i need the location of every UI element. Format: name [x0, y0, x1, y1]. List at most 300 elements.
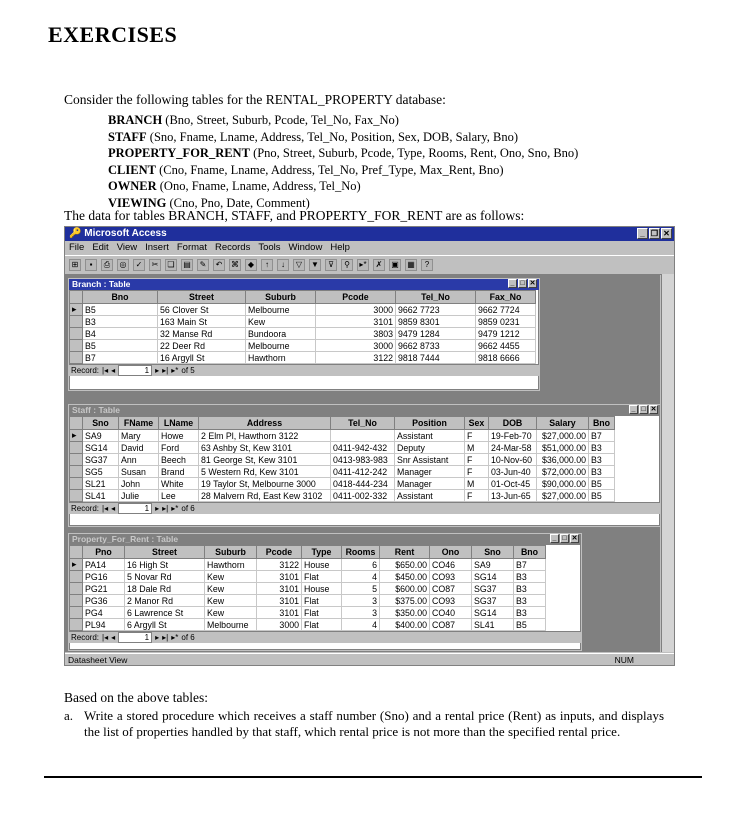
table-cell[interactable]: 63 Ashby St, Kew 3101 [199, 442, 331, 454]
table-cell[interactable]: 9818 6666 [476, 352, 536, 364]
table-cell[interactable]: F [465, 490, 489, 502]
table-cell[interactable]: 13-Jun-65 [489, 490, 537, 502]
table-cell[interactable]: $400.00 [380, 619, 430, 631]
property-col-header[interactable]: Bno [514, 546, 546, 559]
last-record-button[interactable]: ▸| [162, 366, 169, 375]
table-row[interactable] [70, 490, 615, 502]
table-cell[interactable]: 56 Clover St [158, 304, 246, 316]
table-row[interactable] [70, 304, 536, 316]
table-row[interactable] [70, 478, 615, 490]
table-cell[interactable]: 3101 [316, 316, 396, 328]
menu-insert[interactable]: Insert [145, 242, 169, 253]
table-cell[interactable]: 3101 [257, 607, 302, 619]
table-cell[interactable]: CO93 [430, 595, 472, 607]
table-cell[interactable]: B3 [514, 607, 546, 619]
table-cell[interactable]: SL21 [83, 478, 119, 490]
row-selector-header [70, 546, 83, 559]
property-col-header[interactable]: Sno [472, 546, 514, 559]
sort-ascending-icon[interactable]: ↑ [261, 259, 273, 271]
last-record-button[interactable]: ▸| [162, 633, 169, 642]
table-cell[interactable]: Kew [205, 571, 257, 583]
property-close-button[interactable]: ✕ [571, 535, 578, 542]
row-selector[interactable] [70, 478, 83, 490]
table-cell[interactable]: 9859 0231 [476, 316, 536, 328]
table-cell[interactable]: F [465, 454, 489, 466]
table-cell[interactable]: 9662 4455 [476, 340, 536, 352]
table-cell[interactable]: 32 Manse Rd [158, 328, 246, 340]
table-cell[interactable]: $450.00 [380, 571, 430, 583]
table-cell[interactable]: B4 [83, 328, 158, 340]
row-selector[interactable] [70, 442, 83, 454]
schema-client: CLIENT (Cno, Fname, Lname, Address, Tel_No, Pref_Type, Max_Rent, Bno) [108, 162, 504, 177]
row-selector[interactable] [70, 316, 83, 328]
branch-col-header[interactable]: Bno [83, 291, 158, 304]
access-window [64, 226, 675, 666]
table-cell[interactable]: John [119, 478, 159, 490]
table-row[interactable] [70, 442, 615, 454]
table-cell[interactable]: House [302, 559, 342, 571]
property-col-header[interactable]: Ono [430, 546, 472, 559]
table-cell[interactable]: Julie [119, 490, 159, 502]
row-selector-header [70, 417, 83, 430]
table-cell[interactable]: B5 [514, 619, 546, 631]
schema-property: PROPERTY_FOR_RENT (Pno, Street, Suburb, Pcode, Type, Rooms, Rent, Ono, Sno, Bno) [108, 146, 579, 160]
restore-button[interactable]: ❐ [650, 229, 659, 238]
menu-file[interactable]: File [69, 242, 85, 253]
table-cell[interactable]: 3101 [257, 583, 302, 595]
table-cell[interactable]: $51,000.00 [537, 442, 589, 454]
schema-viewing: VIEWING (Cno, Pno, Date, Comment) [108, 195, 310, 210]
prev-record-button[interactable]: ◂ [111, 366, 116, 375]
table-cell[interactable]: 22 Deer Rd [158, 340, 246, 352]
table-cell[interactable]: $650.00 [380, 559, 430, 571]
table-cell[interactable]: PA14 [83, 559, 125, 571]
table-row[interactable] [70, 316, 536, 328]
table-cell[interactable]: CO93 [430, 571, 472, 583]
table-cell[interactable]: 6 Argyll St [125, 619, 205, 631]
first-record-button[interactable]: |◂ [102, 633, 109, 642]
record-label: Record: [71, 504, 100, 513]
staff-col-header[interactable]: DOB [489, 417, 537, 430]
table-cell[interactable]: $72,000.00 [537, 466, 589, 478]
table-cell[interactable]: 0411-002-332 [331, 490, 395, 502]
menubar [65, 241, 674, 255]
table-row[interactable] [70, 466, 615, 478]
find-icon[interactable]: ⚲ [341, 259, 353, 271]
next-record-button[interactable]: ▸ [155, 504, 160, 513]
table-cell[interactable]: Mary [119, 430, 159, 442]
table-cell[interactable]: 18 Dale Rd [125, 583, 205, 595]
table-cell[interactable]: David [119, 442, 159, 454]
table-cell[interactable]: B5 [83, 340, 158, 352]
menu-window[interactable]: Window [288, 242, 323, 253]
table-cell[interactable]: SG14 [83, 442, 119, 454]
spell-icon[interactable]: ✓ [133, 259, 145, 271]
table-cell[interactable]: 81 George St, Kew 3101 [199, 454, 331, 466]
row-selector[interactable]: ▸ [70, 559, 83, 571]
table-cell[interactable]: B7 [514, 559, 546, 571]
row-selector[interactable] [70, 619, 83, 631]
table-cell[interactable]: 16 High St [125, 559, 205, 571]
table-cell[interactable]: PG21 [83, 583, 125, 595]
preview-icon[interactable]: ◎ [117, 259, 129, 271]
table-cell[interactable]: B3 [83, 316, 158, 328]
staff-titlebar [69, 405, 660, 416]
staff-col-header[interactable]: Sex [465, 417, 489, 430]
menu-help[interactable]: Help [330, 242, 350, 253]
table-row[interactable] [70, 595, 546, 607]
table-cell[interactable]: B3 [589, 466, 615, 478]
table-cell[interactable]: 28 Malvern Rd, East Kew 3102 [199, 490, 331, 502]
branch-record-nav [69, 364, 539, 376]
table-cell[interactable]: PG16 [83, 571, 125, 583]
row-selector[interactable] [70, 571, 83, 583]
properties-icon[interactable]: ▣ [389, 259, 401, 271]
table-cell[interactable]: 3 [342, 595, 380, 607]
save-icon[interactable]: ▪ [85, 259, 97, 271]
prev-record-button[interactable]: ◂ [111, 504, 116, 513]
table-cell[interactable]: PL94 [83, 619, 125, 631]
table-cell[interactable]: $600.00 [380, 583, 430, 595]
apply-filter-icon[interactable]: ⊽ [325, 259, 337, 271]
table-cell[interactable]: 0413-983-983 [331, 454, 395, 466]
intro-text: Consider the following tables for the RENTAL_PROPERTY database: [64, 92, 446, 107]
branch-col-header[interactable]: Pcode [316, 291, 396, 304]
table-cell[interactable]: 0418-444-234 [331, 478, 395, 490]
table-cell[interactable]: Hawthorn [205, 559, 257, 571]
table-cell[interactable]: 3000 [257, 619, 302, 631]
table-row[interactable] [70, 619, 546, 631]
table-cell[interactable]: F [465, 466, 489, 478]
status-bar [65, 653, 674, 665]
property-col-header[interactable]: Rent [380, 546, 430, 559]
branch-minimize-button[interactable]: _ [508, 279, 517, 288]
staff-minimize-button[interactable]: _ [629, 405, 638, 414]
staff-col-header[interactable]: Address [199, 417, 331, 430]
table-cell[interactable]: SA9 [83, 430, 119, 442]
last-record-button[interactable]: ▸| [162, 504, 169, 513]
staff-col-header[interactable]: Salary [537, 417, 589, 430]
table-cell[interactable]: Kew [205, 607, 257, 619]
table-cell[interactable]: Kew [246, 316, 316, 328]
new-record-icon[interactable]: ▸* [357, 259, 369, 271]
table-cell[interactable]: B3 [514, 571, 546, 583]
table-cell[interactable]: 3803 [316, 328, 396, 340]
next-record-button[interactable]: ▸ [155, 366, 160, 375]
staff-table [69, 416, 615, 502]
table-cell[interactable]: Howe [159, 430, 199, 442]
property-maximize-button[interactable]: □ [560, 534, 569, 543]
table-cell[interactable]: $375.00 [380, 595, 430, 607]
table-cell[interactable]: $90,000.00 [537, 478, 589, 490]
table-row[interactable] [70, 328, 536, 340]
property-title: Property_For_Rent : Table [72, 534, 179, 544]
row-selector[interactable] [70, 607, 83, 619]
new-record-button[interactable]: ▸* [171, 504, 179, 513]
menu-format[interactable]: Format [176, 242, 207, 253]
table-cell[interactable]: Kew [205, 595, 257, 607]
table-cell[interactable]: Beech [159, 454, 199, 466]
table-cell[interactable]: 9662 8733 [396, 340, 476, 352]
table-cell[interactable]: $350.00 [380, 607, 430, 619]
table-cell[interactable]: Hawthorn [246, 352, 316, 364]
table-row[interactable] [70, 583, 546, 595]
table-cell[interactable]: Bundoora [246, 328, 316, 340]
staff-maximize-button[interactable]: □ [639, 405, 648, 414]
branch-titlebar [69, 279, 539, 290]
hyperlink-icon[interactable]: ⌘ [231, 260, 239, 269]
row-selector[interactable]: ▸ [70, 430, 83, 442]
property-col-header[interactable]: Pno [83, 546, 125, 559]
table-cell[interactable]: SG37 [83, 454, 119, 466]
row-selector[interactable] [70, 466, 83, 478]
staff-title: Staff : Table [72, 405, 121, 415]
task-a-text: Write a stored procedure which receives a staff number (Sno) and a rental price (Rent) as inputs, and displays the list of properties handled by that staff, which rental price is not more than the specified rental price. [84, 708, 664, 739]
table-cell[interactable]: Deputy [395, 442, 465, 454]
sort-descending-icon[interactable]: ↓ [277, 259, 289, 271]
table-cell[interactable]: Flat [302, 595, 342, 607]
row-selector[interactable] [70, 328, 83, 340]
table-cell[interactable]: PG4 [83, 607, 125, 619]
table-cell[interactable]: 9479 1212 [476, 328, 536, 340]
paste-icon[interactable]: ▤ [181, 259, 193, 271]
table-cell[interactable]: Flat [302, 571, 342, 583]
table-cell[interactable]: Susan [119, 466, 159, 478]
property-table [69, 545, 546, 631]
table-cell[interactable]: Ford [159, 442, 199, 454]
schema-owner: OWNER (Ono, Fname, Lname, Address, Tel_No) [108, 179, 361, 193]
table-cell[interactable]: 03-Jun-40 [489, 466, 537, 478]
table-cell[interactable]: $27,000.00 [537, 430, 589, 442]
table-cell[interactable]: $36,000.00 [537, 454, 589, 466]
table-cell[interactable]: B3 [589, 454, 615, 466]
table-cell[interactable]: 3101 [257, 595, 302, 607]
branch-close-button[interactable]: ✕ [529, 280, 536, 287]
table-cell[interactable]: 3000 [316, 304, 396, 316]
table-cell[interactable] [331, 430, 395, 442]
table-cell[interactable]: 9818 7444 [396, 352, 476, 364]
filter-form-icon[interactable]: ▼ [309, 259, 321, 271]
web-icon[interactable]: ◆ [245, 259, 257, 271]
table-cell[interactable]: Lee [159, 490, 199, 502]
minimize-button[interactable]: _ [637, 228, 648, 239]
app-titlebar [65, 227, 674, 241]
table-cell[interactable]: SG37 [472, 583, 514, 595]
table-cell[interactable]: 163 Main St [158, 316, 246, 328]
table-cell[interactable]: SG5 [83, 466, 119, 478]
table-row[interactable] [70, 454, 615, 466]
menu-records[interactable]: Records [214, 242, 251, 253]
format-painter-icon[interactable]: ✎ [197, 259, 209, 271]
table-cell[interactable]: CO40 [430, 607, 472, 619]
table-cell[interactable]: Melbourne [246, 340, 316, 352]
table-cell[interactable]: CO87 [430, 619, 472, 631]
table-cell[interactable]: 2 Manor Rd [125, 595, 205, 607]
schema-branch: BRANCH (Bno, Street, Suburb, Pcode, Tel_No, Fax_No) [108, 113, 399, 127]
app-title: Microsoft Access [84, 228, 167, 239]
property-table-window [68, 533, 582, 651]
table-row[interactable] [70, 571, 546, 583]
new-record-button[interactable]: ▸* [171, 366, 179, 375]
branch-col-header[interactable]: Street [158, 291, 246, 304]
table-cell[interactable]: SG14 [472, 571, 514, 583]
table-cell[interactable]: 16 Argyll St [158, 352, 246, 364]
table-cell[interactable]: M [465, 442, 489, 454]
property-col-header[interactable]: Type [302, 546, 342, 559]
table-cell[interactable]: Brand [159, 466, 199, 478]
branch-col-header[interactable]: Suburb [246, 291, 316, 304]
property-col-header[interactable]: Rooms [342, 546, 380, 559]
table-cell[interactable]: M [465, 478, 489, 490]
staff-col-header[interactable]: Bno [589, 417, 615, 430]
table-cell[interactable]: Flat [302, 607, 342, 619]
help-icon[interactable]: ? [421, 259, 433, 271]
row-selector[interactable] [70, 583, 83, 595]
property-col-header[interactable]: Street [125, 546, 205, 559]
property-titlebar [69, 534, 581, 545]
table-cell[interactable]: SL41 [83, 490, 119, 502]
table-cell[interactable]: SG37 [472, 595, 514, 607]
view-icon[interactable]: ⊞ [69, 259, 81, 271]
table-cell[interactable]: Manager [395, 478, 465, 490]
toolbar [65, 255, 674, 275]
staff-col-header[interactable]: Position [395, 417, 465, 430]
row-selector[interactable] [70, 595, 83, 607]
staff-col-header[interactable]: FName [119, 417, 159, 430]
next-record-button[interactable]: ▸ [155, 633, 160, 642]
menu-tools[interactable]: Tools [258, 242, 281, 253]
table-cell[interactable]: 3 [342, 607, 380, 619]
table-row[interactable] [70, 340, 536, 352]
task-a [64, 708, 664, 740]
table-cell[interactable]: 6 [342, 559, 380, 571]
table-cell[interactable]: CO46 [430, 559, 472, 571]
branch-col-header[interactable]: Fax_No [476, 291, 536, 304]
table-cell[interactable]: Ann [119, 454, 159, 466]
table-cell[interactable]: 3101 [257, 571, 302, 583]
record-total: of 6 [181, 504, 195, 513]
first-record-button[interactable]: |◂ [102, 366, 109, 375]
row-selector[interactable] [70, 490, 83, 502]
first-record-button[interactable]: |◂ [102, 504, 109, 513]
table-cell[interactable]: 5 [342, 583, 380, 595]
table-cell[interactable]: 9479 1284 [396, 328, 476, 340]
property-minimize-button[interactable]: _ [550, 534, 559, 543]
table-cell[interactable]: 2 Elm Pl, Hawthorn 3122 [199, 430, 331, 442]
table-cell[interactable]: B5 [83, 304, 158, 316]
record-number-field[interactable]: 1 [118, 365, 152, 376]
table-cell[interactable]: White [159, 478, 199, 490]
table-cell[interactable]: CO87 [430, 583, 472, 595]
table-cell[interactable]: 3000 [316, 340, 396, 352]
menu-view[interactable]: View [116, 242, 138, 253]
table-cell[interactable]: 3122 [257, 559, 302, 571]
row-selector[interactable]: ▸ [70, 304, 83, 316]
table-cell[interactable]: 0411-942-432 [331, 442, 395, 454]
table-cell[interactable]: PG36 [83, 595, 125, 607]
staff-close-button[interactable]: ✕ [650, 406, 657, 413]
table-cell[interactable]: 5 Novar Rd [125, 571, 205, 583]
table-cell[interactable]: B7 [589, 430, 615, 442]
table-cell[interactable]: 4 [342, 571, 380, 583]
property-col-header[interactable]: Suburb [205, 546, 257, 559]
table-cell[interactable]: SG14 [472, 607, 514, 619]
table-cell[interactable]: 6 Lawrence St [125, 607, 205, 619]
database-window-icon[interactable]: ▦ [405, 259, 417, 271]
branch-maximize-button[interactable]: □ [518, 279, 527, 288]
table-cell[interactable]: F [465, 430, 489, 442]
table-row[interactable] [70, 559, 546, 571]
table-cell[interactable]: Flat [302, 619, 342, 631]
row-selector[interactable] [70, 352, 83, 364]
row-selector[interactable] [70, 340, 83, 352]
staff-col-header[interactable]: Sno [83, 417, 119, 430]
table-cell[interactable]: 19-Feb-70 [489, 430, 537, 442]
table-cell[interactable]: 9859 8301 [396, 316, 476, 328]
table-cell[interactable]: 0411-412-242 [331, 466, 395, 478]
close-button[interactable]: ✕ [661, 228, 672, 239]
row-selector[interactable] [70, 454, 83, 466]
prev-record-button[interactable]: ◂ [111, 633, 116, 642]
table-cell[interactable]: 01-Oct-45 [489, 478, 537, 490]
table-cell[interactable]: 9662 7723 [396, 304, 476, 316]
staff-col-header[interactable]: Tel_No [331, 417, 395, 430]
cut-icon[interactable]: ✂ [149, 259, 161, 271]
table-row[interactable] [70, 352, 536, 364]
table-cell[interactable]: 9662 7724 [476, 304, 536, 316]
table-cell[interactable]: $27,000.00 [537, 490, 589, 502]
record-number-field[interactable]: 1 [118, 632, 152, 643]
table-cell[interactable]: Kew [205, 583, 257, 595]
property-col-header[interactable]: Pcode [257, 546, 302, 559]
table-cell[interactable]: House [302, 583, 342, 595]
table-cell[interactable]: 24-Mar-58 [489, 442, 537, 454]
print-icon[interactable]: ⎙ [101, 259, 113, 271]
menu-edit[interactable]: Edit [92, 242, 109, 253]
undo-icon[interactable]: ↶ [213, 259, 225, 271]
table-cell[interactable]: 5 Western Rd, Kew 3101 [199, 466, 331, 478]
main-scrollbar[interactable] [661, 274, 674, 652]
table-row[interactable] [70, 430, 615, 442]
record-number-field[interactable]: 1 [118, 503, 152, 514]
table-cell[interactable]: Melbourne [205, 619, 257, 631]
delete-record-icon[interactable]: ✗ [373, 259, 385, 271]
table-cell[interactable]: B3 [589, 442, 615, 454]
copy-icon[interactable]: ❏ [165, 259, 177, 271]
table-cell[interactable]: Snr Assistant [395, 454, 465, 466]
table-cell[interactable]: B3 [514, 595, 546, 607]
table-cell[interactable]: 3122 [316, 352, 396, 364]
table-cell[interactable]: B5 [589, 490, 615, 502]
table-cell[interactable]: B5 [589, 478, 615, 490]
table-cell[interactable]: 4 [342, 619, 380, 631]
table-cell[interactable]: SL41 [472, 619, 514, 631]
filter-icon[interactable]: ▽ [293, 259, 305, 271]
table-cell[interactable]: B3 [514, 583, 546, 595]
branch-col-header[interactable]: Tel_No [396, 291, 476, 304]
table-cell[interactable]: SA9 [472, 559, 514, 571]
table-cell[interactable]: 19 Taylor St, Melbourne 3000 [199, 478, 331, 490]
staff-col-header[interactable]: LName [159, 417, 199, 430]
table-row[interactable] [70, 607, 546, 619]
table-cell[interactable]: 10-Nov-60 [489, 454, 537, 466]
table-cell[interactable]: Melbourne [246, 304, 316, 316]
table-cell[interactable]: B7 [83, 352, 158, 364]
new-record-button[interactable]: ▸* [171, 633, 179, 642]
table-cell[interactable]: Manager [395, 466, 465, 478]
table-cell[interactable]: Assistant [395, 490, 465, 502]
table-cell[interactable]: Assistant [395, 430, 465, 442]
